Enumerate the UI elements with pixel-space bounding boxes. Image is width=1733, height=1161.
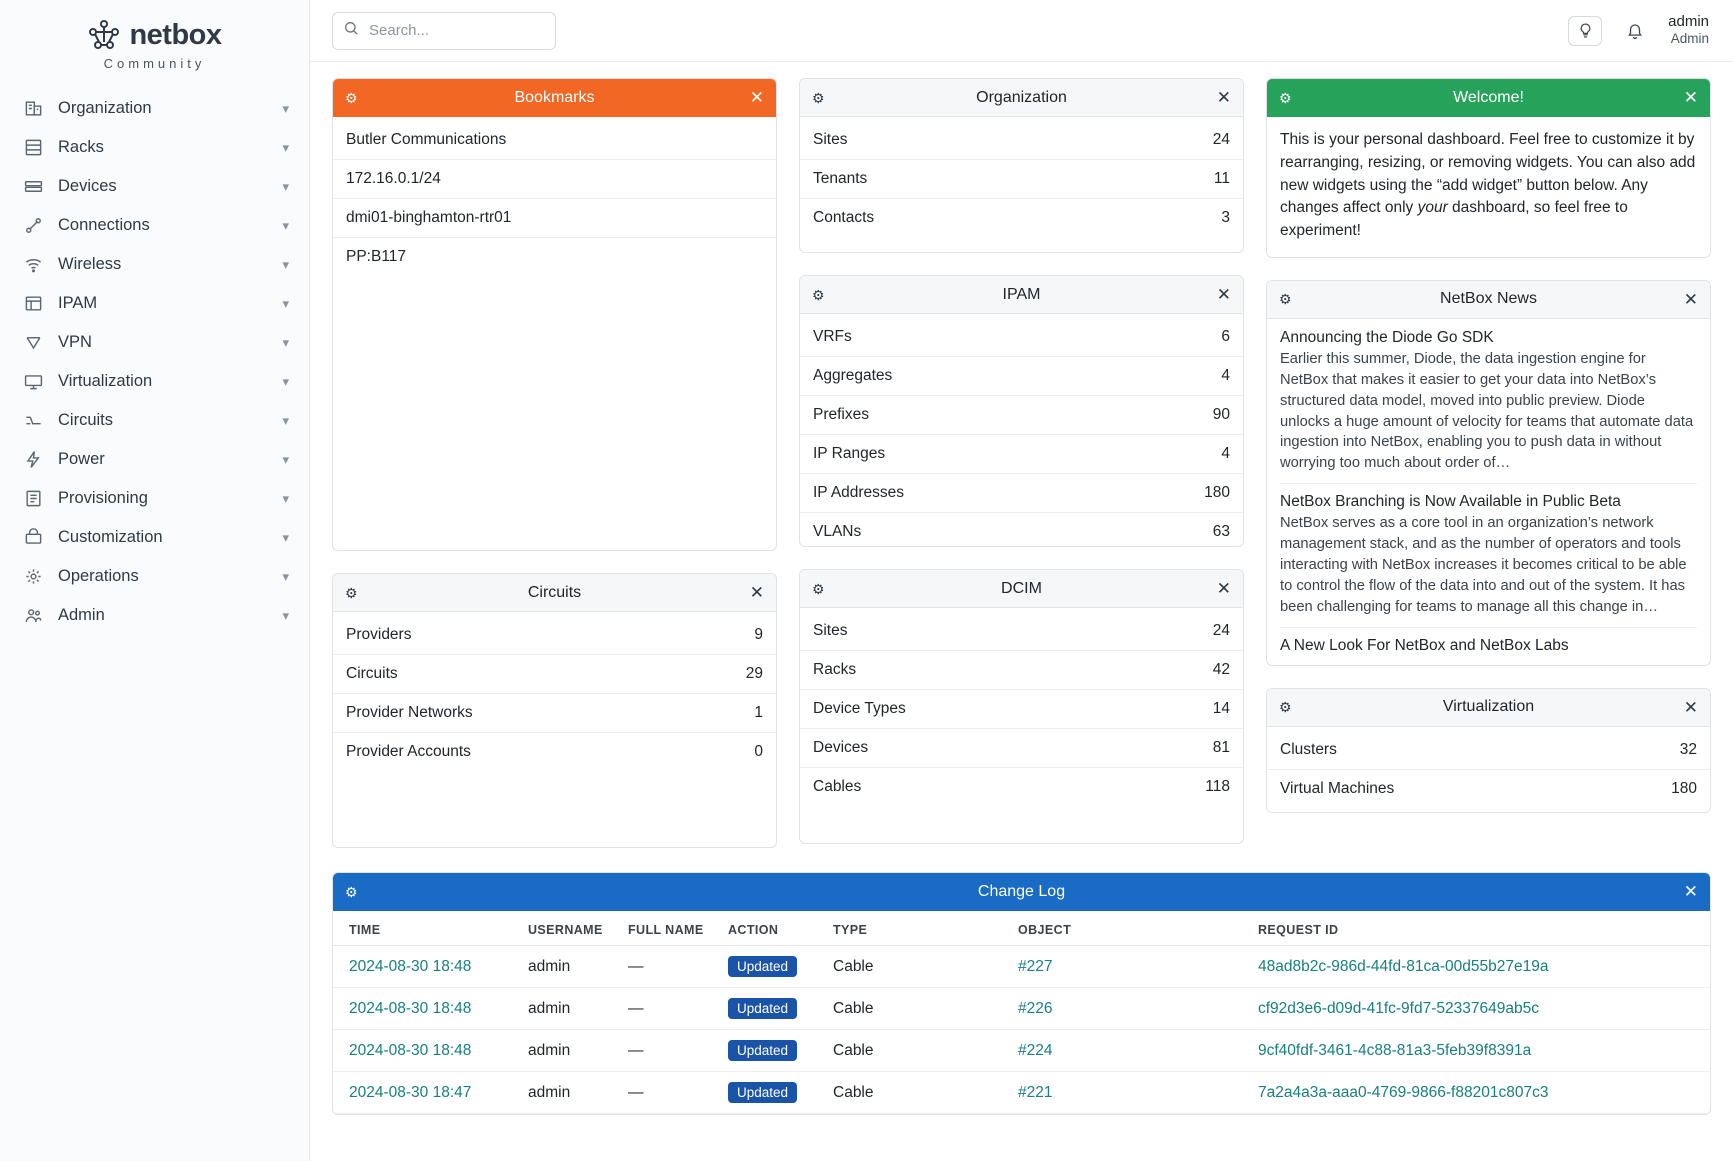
widget-header <box>333 873 1710 911</box>
table-row <box>333 1072 1710 1114</box>
chevron-down-icon: ▾ <box>282 100 289 116</box>
table-row <box>333 1030 1710 1072</box>
column-header-object[interactable]: OBJECT <box>1008 911 1248 946</box>
news-entry <box>1280 493 1697 627</box>
row-label: Virtual Machines <box>1280 779 1395 797</box>
widget-header <box>800 276 1243 314</box>
changelog-username: admin <box>518 1030 618 1072</box>
bell-icon[interactable] <box>1618 16 1652 46</box>
close-icon[interactable]: ✕ <box>1683 289 1698 309</box>
column-right <box>1266 78 1711 870</box>
changelog-type: Cable <box>823 946 1008 988</box>
row-label: Provider Accounts <box>346 743 471 760</box>
sidebar-item-vpn[interactable] <box>0 323 309 362</box>
sidebar-item-label: IPAM <box>58 294 98 312</box>
virtualization-icon <box>22 371 44 393</box>
close-icon[interactable]: ✕ <box>1216 88 1231 107</box>
column-header-full-name[interactable]: FULL NAME <box>618 911 718 946</box>
close-icon[interactable]: ✕ <box>1683 697 1698 717</box>
news-list <box>1267 319 1710 665</box>
list-item[interactable] <box>800 199 1243 237</box>
widget-grid <box>332 78 1711 870</box>
sidebar-item-power[interactable] <box>0 440 309 479</box>
changelog-username: admin <box>518 988 618 1030</box>
widget-circuits <box>332 573 777 848</box>
gear-icon[interactable]: ⚙ <box>345 883 358 900</box>
row-value: 180 <box>1204 484 1230 501</box>
changelog-type: Cable <box>823 1030 1008 1072</box>
sidebar-item-devices[interactable] <box>0 167 309 206</box>
status-badge: Updated <box>728 1082 797 1103</box>
list-item[interactable] <box>333 694 776 733</box>
sidebar-item-label: Admin <box>58 606 105 624</box>
chevron-down-icon: ▾ <box>282 256 289 272</box>
sidebar-item-label: Operations <box>58 567 139 585</box>
row-label: Providers <box>346 626 412 643</box>
column-header-username[interactable]: USERNAME <box>518 911 618 946</box>
sidebar-item-label: Customization <box>58 528 163 546</box>
sidebar <box>0 0 310 1161</box>
chevron-down-icon: ▾ <box>282 451 289 467</box>
table-header-row <box>333 911 1710 946</box>
row-label: Provider Networks <box>346 704 473 721</box>
connections-icon <box>22 215 44 237</box>
welcome-text-part2: dashboard, so feel free to experiment! <box>1280 199 1628 240</box>
list-item[interactable] <box>800 513 1243 547</box>
bookmark-label: PP:B117 <box>346 248 407 265</box>
sidebar-item-label: Circuits <box>58 411 114 429</box>
changelog-request-id-link[interactable]: 7a2a4a3a-aaa0-4769-9866-f88201c807c3 <box>1258 1083 1549 1101</box>
chevron-down-icon: ▾ <box>282 178 289 194</box>
chevron-down-icon: ▾ <box>282 607 289 623</box>
list-item[interactable] <box>333 733 776 771</box>
brand-logo-block[interactable] <box>0 8 309 89</box>
changelog-object-link[interactable]: #224 <box>1018 1041 1053 1059</box>
changelog-object-link[interactable]: #221 <box>1018 1083 1053 1101</box>
row-value: 90 <box>1212 406 1230 423</box>
ipam-list <box>800 314 1243 547</box>
list-item[interactable] <box>800 121 1243 160</box>
row-value: 14 <box>1212 700 1230 717</box>
gear-icon[interactable]: ⚙ <box>1279 699 1292 716</box>
column-header-type[interactable]: TYPE <box>823 911 1008 946</box>
change-log-table <box>333 911 1710 1114</box>
row-value: 6 <box>1221 328 1230 345</box>
sidebar-item-label: Devices <box>58 177 117 195</box>
news-entry <box>1280 637 1697 659</box>
sidebar-item-connections[interactable] <box>0 206 309 245</box>
changelog-time-link[interactable]: 2024-08-30 18:48 <box>349 957 472 975</box>
status-badge: Updated <box>728 956 797 977</box>
sidebar-item-circuits[interactable] <box>0 401 309 440</box>
sidebar-item-label: Virtualization <box>58 372 153 390</box>
organization-list <box>800 117 1243 241</box>
sidebar-item-provisioning[interactable] <box>0 479 309 518</box>
column-header-request-id[interactable]: REQUEST ID <box>1248 911 1710 946</box>
changelog-request-id-link[interactable]: 48ad8b2c-986d-44fd-81ca-00d55b27e19a <box>1258 957 1549 975</box>
circuits-icon <box>22 410 44 432</box>
widget-netbox-news <box>1266 280 1711 666</box>
widget-organization <box>799 78 1244 253</box>
row-label: Clusters <box>1280 740 1337 758</box>
table-row <box>333 988 1710 1030</box>
chevron-down-icon: ▾ <box>282 412 289 428</box>
wireless-icon <box>22 254 44 276</box>
row-value: 32 <box>1679 740 1697 758</box>
main-area <box>310 0 1733 1161</box>
bookmarks-list <box>333 117 776 280</box>
list-item[interactable] <box>1267 770 1710 808</box>
row-value: 81 <box>1212 739 1230 756</box>
close-icon[interactable]: ✕ <box>1683 88 1698 107</box>
row-value: 3 <box>1221 209 1230 226</box>
row-value: 24 <box>1212 131 1230 148</box>
vpn-icon <box>22 332 44 354</box>
changelog-request-id-link[interactable]: cf92d3e6-d09d-41fc-9fd7-52337649ab5c <box>1258 999 1539 1017</box>
close-icon[interactable]: ✕ <box>749 583 764 602</box>
sidebar-item-label: Connections <box>58 216 150 234</box>
row-value: 24 <box>1212 622 1230 639</box>
widget-title: Virtualization <box>1442 698 1535 716</box>
row-label: Tenants <box>813 170 868 187</box>
welcome-text-emphasis: your <box>1417 199 1448 217</box>
news-entry <box>1280 329 1697 484</box>
widget-title: Circuits <box>527 583 582 601</box>
row-label: Device Types <box>813 700 906 717</box>
sidebar-item-customization[interactable] <box>0 518 309 557</box>
provisioning-icon <box>22 488 44 510</box>
list-item[interactable] <box>800 357 1243 396</box>
user-menu[interactable] <box>1668 13 1709 49</box>
chevron-down-icon: ▾ <box>282 295 289 311</box>
chevron-down-icon: ▾ <box>282 334 289 350</box>
widget-virtualization <box>1266 688 1711 813</box>
widget-header <box>800 79 1243 117</box>
list-item[interactable] <box>1267 731 1710 770</box>
row-label: Racks <box>813 661 857 678</box>
widget-header <box>1267 281 1710 319</box>
sidebar-item-label: VPN <box>58 333 92 351</box>
list-item[interactable] <box>800 160 1243 199</box>
widget-title: Change Log <box>977 882 1066 900</box>
status-badge: Updated <box>728 1040 797 1061</box>
search-box[interactable] <box>332 12 556 50</box>
widget-header <box>800 570 1243 608</box>
gear-icon[interactable]: ⚙ <box>345 584 358 601</box>
list-item[interactable] <box>333 160 776 199</box>
bookmark-label: Butler Communications <box>346 131 507 148</box>
widget-title: Welcome! <box>1453 88 1524 106</box>
widget-title: Organization <box>976 88 1067 106</box>
column-header-action[interactable]: ACTION <box>718 911 823 946</box>
widget-header <box>1267 79 1710 117</box>
bookmark-label: dmi01-binghamton-rtr01 <box>346 209 512 226</box>
widget-bookmarks <box>332 78 777 551</box>
changelog-time-link[interactable]: 2024-08-30 18:48 <box>349 1041 472 1059</box>
sidebar-item-virtualization[interactable] <box>0 362 309 401</box>
chevron-down-icon: ▾ <box>282 529 289 545</box>
news-summary: Earlier this summer, Diode, the data ingestion engine for NetBox that makes it easier to get your data into NetBox’s structured data model, moved into public preview. Diode unlocks a huge amount of velocity for teams that automate data ingestion into NetBox, enabling you to push data in without worrying too much about order of… <box>1280 350 1694 472</box>
changelog-username: admin <box>518 946 618 988</box>
sidebar-item-label: Organization <box>58 99 152 117</box>
row-label: VLANs <box>813 523 862 540</box>
gear-icon[interactable]: ⚙ <box>345 89 358 106</box>
changelog-username: admin <box>518 1072 618 1114</box>
gear-icon[interactable]: ⚙ <box>812 89 825 106</box>
row-label: Aggregates <box>813 367 893 384</box>
list-item[interactable] <box>800 318 1243 357</box>
sidebar-nav <box>0 89 309 635</box>
column-header-time[interactable]: TIME <box>333 911 518 946</box>
changelog-time-link[interactable]: 2024-08-30 18:47 <box>349 1083 472 1101</box>
row-label: Prefixes <box>813 406 869 423</box>
admin-icon <box>22 605 44 627</box>
rack-icon <box>22 137 44 159</box>
row-value: 180 <box>1671 779 1697 797</box>
top-bar <box>310 0 1733 62</box>
topbar-right <box>1568 13 1709 49</box>
user-role: Admin <box>1670 31 1709 47</box>
chevron-down-icon: ▾ <box>282 373 289 389</box>
power-icon <box>22 449 44 471</box>
news-title-link[interactable]: NetBox Branching is Now Available in Public Beta <box>1280 493 1621 511</box>
customization-icon <box>22 527 44 549</box>
widget-header <box>333 79 776 117</box>
widget-title: NetBox News <box>1440 290 1537 308</box>
row-label: Circuits <box>346 665 398 682</box>
sidebar-item-ipam[interactable] <box>0 284 309 323</box>
brand-name: netbox <box>129 18 222 51</box>
list-item[interactable] <box>333 121 776 160</box>
row-label: Cables <box>813 778 862 795</box>
bookmark-label: 172.16.0.1/24 <box>346 170 441 187</box>
close-icon[interactable]: ✕ <box>1683 882 1698 901</box>
list-item[interactable] <box>800 474 1243 513</box>
netbox-logo-icon <box>87 18 121 52</box>
sidebar-item-label: Power <box>58 450 105 468</box>
row-value: 1 <box>754 704 763 721</box>
gear-icon[interactable]: ⚙ <box>1279 89 1292 106</box>
row-value: 9 <box>754 626 763 643</box>
close-icon[interactable]: ✕ <box>1216 579 1231 598</box>
row-value: 4 <box>1221 367 1230 384</box>
chevron-down-icon: ▾ <box>282 139 289 155</box>
gear-icon[interactable]: ⚙ <box>1279 291 1292 308</box>
dcim-list <box>800 608 1243 810</box>
gear-icon[interactable]: ⚙ <box>812 286 825 303</box>
row-value: 29 <box>745 665 763 682</box>
changelog-type: Cable <box>823 988 1008 1030</box>
news-summary: NetBox serves as a core tool in an organization’s network management stack, and as the number of operators and tools interacting with NetBox increases it becomes critical to be able to control the flow of the data into and out of the system. It has been challenging for teams to manage all this change in… <box>1280 515 1687 615</box>
row-value: 118 <box>1205 778 1230 795</box>
row-label: IP Addresses <box>813 484 905 501</box>
widget-header <box>1267 689 1710 727</box>
row-value: 4 <box>1221 445 1230 462</box>
change-log-table-wrap <box>333 911 1710 1114</box>
virtualization-list <box>1267 727 1710 812</box>
changelog-object-link[interactable]: #227 <box>1018 957 1053 975</box>
chevron-down-icon: ▾ <box>282 217 289 233</box>
sidebar-item-label: Racks <box>58 138 104 156</box>
chevron-down-icon: ▾ <box>282 490 289 506</box>
changelog-request-id-link[interactable]: 9cf40fdf-3461-4c88-81a3-5feb39f8391a <box>1258 1041 1532 1059</box>
widget-welcome <box>1266 78 1711 258</box>
welcome-text-part1: This is your personal dashboard. Feel free to customize it by rearranging, resizing, or removing widgets. You can also add new widgets using the “add widget” button below. Any changes affect only <box>1280 131 1696 217</box>
device-icon <box>22 176 44 198</box>
table-row <box>333 946 1710 988</box>
changelog-time-link[interactable]: 2024-08-30 18:48 <box>349 999 472 1017</box>
row-label: Contacts <box>813 209 875 226</box>
list-item[interactable] <box>333 616 776 655</box>
changelog-full-name: — <box>618 1072 718 1114</box>
widget-title: DCIM <box>1001 579 1042 597</box>
list-item[interactable] <box>800 651 1243 690</box>
widget-header <box>333 574 776 612</box>
list-item[interactable] <box>333 238 776 276</box>
sidebar-item-wireless[interactable] <box>0 245 309 284</box>
dashboard <box>310 62 1733 1161</box>
widget-change-log <box>332 872 1711 1115</box>
row-value: 0 <box>754 743 763 760</box>
status-badge: Updated <box>728 998 797 1019</box>
widget-title: Bookmarks <box>514 88 595 106</box>
row-label: Sites <box>813 622 848 639</box>
list-item[interactable] <box>333 655 776 694</box>
row-value: 42 <box>1212 661 1230 678</box>
list-item[interactable] <box>800 435 1243 474</box>
column-left <box>332 78 777 870</box>
changelog-object-link[interactable]: #226 <box>1018 999 1053 1017</box>
circuits-list <box>333 612 776 775</box>
news-title-link[interactable]: Announcing the Diode Go SDK <box>1280 328 1494 346</box>
changelog-type: Cable <box>823 1072 1008 1114</box>
changelog-full-name: — <box>618 946 718 988</box>
list-item[interactable] <box>800 396 1243 435</box>
changelog-full-name: — <box>618 988 718 1030</box>
list-item[interactable] <box>800 729 1243 768</box>
welcome-text <box>1267 117 1710 257</box>
row-label: IP Ranges <box>813 445 886 462</box>
row-label: VRFs <box>813 328 852 345</box>
widget-dcim <box>799 569 1244 844</box>
row-value: 63 <box>1212 523 1230 540</box>
row-label: Devices <box>813 739 869 756</box>
sidebar-item-racks[interactable] <box>0 128 309 167</box>
operations-icon <box>22 566 44 588</box>
org-icon <box>22 98 44 120</box>
news-title-link[interactable]: A New Look For NetBox and NetBox Labs <box>1280 636 1569 654</box>
search-icon <box>343 20 359 41</box>
brand-subtitle: Community <box>103 56 206 71</box>
sidebar-item-label: Wireless <box>58 255 122 273</box>
list-item[interactable] <box>333 199 776 238</box>
close-icon[interactable]: ✕ <box>1216 285 1231 304</box>
user-name: admin <box>1668 12 1709 30</box>
column-middle <box>799 78 1244 870</box>
list-item[interactable] <box>800 768 1243 806</box>
row-label: Sites <box>813 131 848 148</box>
ipam-icon <box>22 293 44 315</box>
gear-icon[interactable]: ⚙ <box>812 580 825 597</box>
list-item[interactable] <box>800 690 1243 729</box>
close-icon[interactable]: ✕ <box>749 88 764 107</box>
widget-title: IPAM <box>1002 285 1041 303</box>
changelog-full-name: — <box>618 1030 718 1072</box>
sidebar-item-admin[interactable] <box>0 596 309 635</box>
lightbulb-icon[interactable] <box>1568 16 1602 46</box>
list-item[interactable] <box>800 612 1243 651</box>
row-value: 11 <box>1213 170 1230 187</box>
chevron-down-icon: ▾ <box>282 568 289 584</box>
widget-ipam <box>799 275 1244 547</box>
sidebar-item-label: Provisioning <box>58 489 148 507</box>
sidebar-item-operations[interactable] <box>0 557 309 596</box>
sidebar-item-organization[interactable] <box>0 89 309 128</box>
search-input[interactable] <box>367 21 545 40</box>
